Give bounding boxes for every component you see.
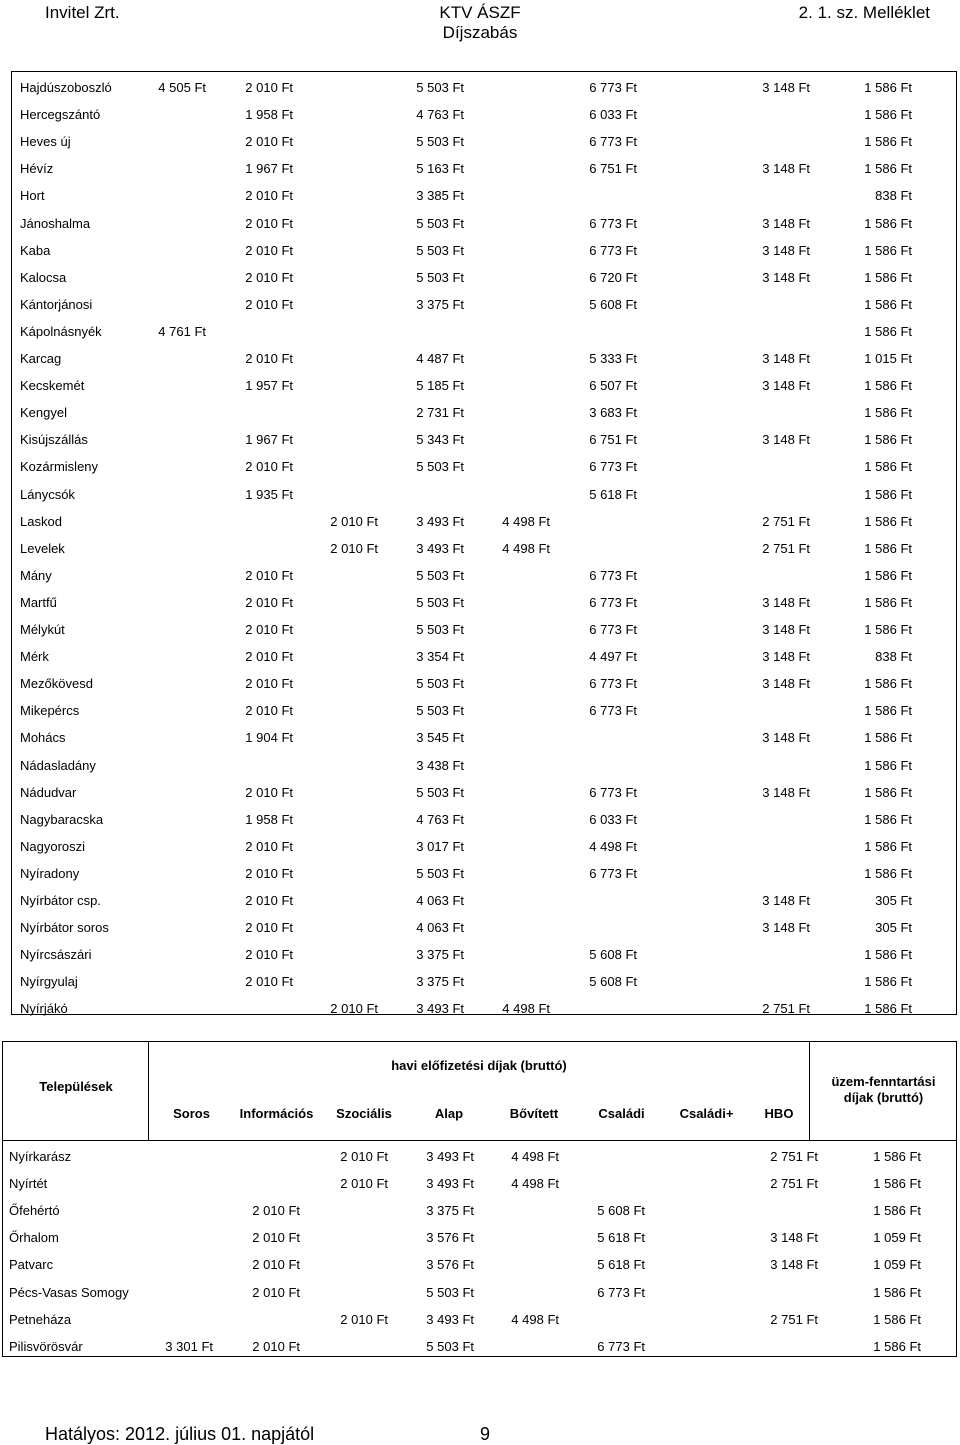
fee-cell: 6 773 Ft xyxy=(589,242,637,258)
fee-cell: 1 586 Ft xyxy=(864,405,912,421)
fee-cell: 2 751 Ft xyxy=(762,540,810,556)
fee-cell: 6 773 Ft xyxy=(589,676,637,692)
settlement-name: Hort xyxy=(20,188,45,204)
fee-cell: 3 375 Ft xyxy=(416,947,464,963)
table-row xyxy=(12,372,956,399)
fee-cell: 1 586 Ft xyxy=(864,622,912,637)
header-bottom-rule xyxy=(3,1140,956,1141)
fee-cell: 3 148 Ft xyxy=(762,161,810,177)
fee-cell: 5 608 Ft xyxy=(597,1203,645,1219)
fee-cell: 5 503 Ft xyxy=(416,215,464,231)
fee-cell: 1 586 Ft xyxy=(864,432,912,448)
fee-cell: 1 958 Ft xyxy=(245,107,293,123)
settlement-name: Kántorjánosi xyxy=(20,296,93,312)
fee-cell: 3 148 Ft xyxy=(762,730,810,746)
fee-cell: 5 503 Ft xyxy=(416,622,464,637)
table-row xyxy=(12,210,956,237)
column-header-maintenance-fees xyxy=(811,1074,956,1106)
settlement-name: Mélykút xyxy=(20,622,65,637)
fee-cell: 2 010 Ft xyxy=(245,296,293,312)
settlement-name: Hévíz xyxy=(20,161,54,177)
fee-cell: 5 163 Ft xyxy=(416,161,464,177)
fee-cell: 1 586 Ft xyxy=(864,107,912,123)
fee-cell: 5 185 Ft xyxy=(416,378,464,394)
fee-cell: 1 957 Ft xyxy=(245,378,293,394)
fee-cell: 5 503 Ft xyxy=(416,703,464,719)
fee-cell: 3 438 Ft xyxy=(416,757,464,773)
table-row xyxy=(3,1333,956,1360)
table-row xyxy=(12,670,956,697)
page-number: 9 xyxy=(480,1424,491,1444)
table-row xyxy=(12,860,956,887)
settlement-name: Nagyoroszi xyxy=(20,838,86,854)
fee-cell: 3 385 Ft xyxy=(416,188,464,204)
table-row xyxy=(3,1251,956,1278)
fee-cell: 1 586 Ft xyxy=(864,865,912,881)
settlement-name: Kaba xyxy=(20,242,51,258)
table-row xyxy=(12,101,956,128)
column-header-soros: Soros xyxy=(173,1106,210,1121)
annex-label: 2. 1. sz. Melléklet xyxy=(798,3,930,22)
settlement-name: Martfű xyxy=(20,594,57,610)
column-header-hbo: HBO xyxy=(764,1106,794,1121)
fee-cell: 1 935 Ft xyxy=(245,486,293,502)
settlement-name: Pécs-Vasas Somogy xyxy=(9,1284,129,1300)
fee-cell: 3 576 Ft xyxy=(426,1257,474,1273)
fee-cell: 305 Ft xyxy=(875,920,912,936)
settlement-name: Őfehértó xyxy=(9,1203,60,1219)
settlement-name: Mérk xyxy=(20,649,49,665)
fee-cell: 5 608 Ft xyxy=(589,296,637,312)
fee-cell: 1 904 Ft xyxy=(245,730,293,746)
fee-cell: 3 545 Ft xyxy=(416,730,464,746)
fee-cell: 1 586 Ft xyxy=(864,974,912,990)
fee-cell: 4 498 Ft xyxy=(502,513,550,529)
fee-cell: 2 010 Ft xyxy=(245,269,293,285)
table-row xyxy=(12,941,956,968)
fee-cell: 6 751 Ft xyxy=(589,161,637,177)
settlement-name: Heves új xyxy=(20,134,71,150)
fee-cell: 5 503 Ft xyxy=(416,459,464,475)
fee-cell: 2 010 Ft xyxy=(245,242,293,258)
table-row xyxy=(12,481,956,508)
fee-cell: 6 773 Ft xyxy=(589,594,637,610)
fee-cell: 1 059 Ft xyxy=(873,1230,921,1246)
settlement-name: Mikepércs xyxy=(20,703,80,719)
header-divider xyxy=(148,1042,149,1141)
fee-cell: 1 586 Ft xyxy=(864,757,912,773)
fee-cell: 6 773 Ft xyxy=(589,622,637,637)
settlement-name: Mezőkövesd xyxy=(20,676,93,692)
settlement-name: Kápolnásnyék xyxy=(20,323,102,339)
fee-cell: 2 010 Ft xyxy=(340,1176,388,1192)
fee-cell: 2 751 Ft xyxy=(762,1001,810,1017)
fee-cell: 4 763 Ft xyxy=(416,107,464,123)
fee-cell: 1 586 Ft xyxy=(864,215,912,231)
fee-cell: 4 763 Ft xyxy=(416,811,464,827)
table-row xyxy=(12,914,956,941)
fee-cell: 6 033 Ft xyxy=(589,811,637,827)
fee-cell: 1 586 Ft xyxy=(873,1338,921,1354)
fee-cell: 6 773 Ft xyxy=(589,567,637,583)
settlement-name: Nyírcsászári xyxy=(20,947,92,963)
maintenance-fees-line2: díjak (bruttó) xyxy=(843,1090,924,1105)
column-header-bovitett: Bővített xyxy=(509,1106,559,1121)
settlement-name: Nádasladány xyxy=(20,757,96,773)
column-header-informacios: Információs xyxy=(239,1106,314,1121)
fee-cell: 1 586 Ft xyxy=(864,703,912,719)
fee-cell: 3 354 Ft xyxy=(416,649,464,665)
fee-cell: 6 773 Ft xyxy=(589,784,637,800)
fee-cell: 5 343 Ft xyxy=(416,432,464,448)
fee-cell: 3 017 Ft xyxy=(416,838,464,854)
fee-cell: 2 010 Ft xyxy=(252,1338,300,1354)
fee-cell: 3 148 Ft xyxy=(762,351,810,366)
price-table-continued xyxy=(11,71,957,1015)
settlement-name: Petneháza xyxy=(9,1311,72,1327)
fee-cell: 3 493 Ft xyxy=(416,513,464,529)
fee-cell: 1 586 Ft xyxy=(864,134,912,150)
fee-cell: 1 586 Ft xyxy=(873,1203,921,1219)
fee-cell: 3 148 Ft xyxy=(762,378,810,394)
fee-cell: 6 773 Ft xyxy=(589,215,637,231)
table-row xyxy=(3,1306,956,1333)
fee-cell: 4 505 Ft xyxy=(158,80,206,95)
fee-cell: 2 010 Ft xyxy=(245,974,293,990)
fee-cell: 1 059 Ft xyxy=(873,1257,921,1273)
fee-cell: 2 010 Ft xyxy=(245,567,293,583)
fee-cell: 3 493 Ft xyxy=(416,540,464,556)
settlement-name: Lánycsók xyxy=(20,486,75,502)
fee-cell: 5 333 Ft xyxy=(589,351,637,366)
table-row xyxy=(12,264,956,291)
fee-cell: 1 586 Ft xyxy=(864,378,912,394)
fee-cell: 1 586 Ft xyxy=(864,323,912,339)
table-row xyxy=(12,453,956,480)
maintenance-fees-line1: üzem-fenntartási xyxy=(831,1074,936,1089)
table-row xyxy=(12,399,956,426)
settlement-name: Jánoshalma xyxy=(20,215,91,231)
settlement-name: Nyírbátor csp. xyxy=(20,893,101,908)
fee-cell: 6 773 Ft xyxy=(597,1338,645,1354)
fee-cell: 1 586 Ft xyxy=(873,1149,921,1164)
fee-cell: 2 751 Ft xyxy=(770,1149,818,1164)
fee-cell: 2 010 Ft xyxy=(245,784,293,800)
fee-cell: 4 761 Ft xyxy=(158,323,206,339)
fee-cell: 2 751 Ft xyxy=(770,1176,818,1192)
table-row xyxy=(3,1279,956,1306)
table-row xyxy=(12,508,956,535)
settlement-name: Nyírbátor soros xyxy=(20,920,109,936)
table-row xyxy=(12,318,956,345)
fee-cell: 3 148 Ft xyxy=(762,893,810,908)
settlement-name: Pilisvörösvár xyxy=(9,1338,83,1354)
fee-cell: 838 Ft xyxy=(875,649,912,665)
fee-cell: 1 586 Ft xyxy=(864,161,912,177)
fee-cell: 3 493 Ft xyxy=(416,1001,464,1017)
fee-cell: 1 958 Ft xyxy=(245,811,293,827)
settlement-name: Hajdúszoboszló xyxy=(20,80,112,95)
table-row xyxy=(12,724,956,751)
fee-cell: 3 576 Ft xyxy=(426,1230,474,1246)
fee-cell: 2 010 Ft xyxy=(245,893,293,908)
fee-cell: 6 773 Ft xyxy=(589,80,637,95)
fee-cell: 2 010 Ft xyxy=(245,215,293,231)
fee-cell: 5 618 Ft xyxy=(597,1230,645,1246)
table-row xyxy=(12,643,956,670)
settlement-name: Kengyel xyxy=(20,405,67,421)
table-row xyxy=(12,833,956,860)
settlement-name: Nyíradony xyxy=(20,865,80,881)
column-header-csaladi-plus: Családi+ xyxy=(679,1106,734,1121)
column-header-monthly-fees: havi előfizetési díjak (bruttó) xyxy=(391,1058,567,1073)
settlement-name: Mohács xyxy=(20,730,66,746)
fee-cell: 1 586 Ft xyxy=(864,296,912,312)
validity-note: Hatályos: 2012. július 01. napjától xyxy=(45,1424,315,1444)
table-row xyxy=(3,1224,956,1251)
fee-cell: 2 010 Ft xyxy=(245,134,293,150)
fee-cell: 3 301 Ft xyxy=(165,1338,213,1354)
fee-cell: 3 148 Ft xyxy=(762,80,810,95)
fee-cell: 4 498 Ft xyxy=(511,1311,559,1327)
table-row xyxy=(12,426,956,453)
fee-cell: 2 010 Ft xyxy=(340,1149,388,1164)
column-header-settlements: Települések xyxy=(39,1079,113,1094)
settlement-name: Karcag xyxy=(20,351,62,366)
fee-cell: 5 503 Ft xyxy=(426,1284,474,1300)
table-row xyxy=(12,535,956,562)
company-name: Invitel Zrt. xyxy=(45,3,120,22)
settlement-name: Kecskemét xyxy=(20,378,85,394)
fee-cell: 2 010 Ft xyxy=(245,947,293,963)
fee-cell: 1 586 Ft xyxy=(864,594,912,610)
table-row xyxy=(12,968,956,995)
table-row xyxy=(12,128,956,155)
fee-cell: 5 503 Ft xyxy=(416,865,464,881)
fee-cell: 1 586 Ft xyxy=(864,811,912,827)
column-header-szocialis: Szociális xyxy=(336,1106,392,1121)
table-row xyxy=(12,74,956,101)
fee-cell: 1 586 Ft xyxy=(864,784,912,800)
fee-cell: 2 010 Ft xyxy=(330,540,378,556)
fee-cell: 2 010 Ft xyxy=(252,1203,300,1219)
fee-cell: 5 618 Ft xyxy=(597,1257,645,1273)
fee-cell: 2 010 Ft xyxy=(340,1311,388,1327)
document-title-line2: Díjszabás xyxy=(442,23,518,42)
settlement-name: Kalocsa xyxy=(20,269,67,285)
fee-cell: 5 503 Ft xyxy=(416,134,464,150)
fee-cell: 3 493 Ft xyxy=(426,1311,474,1327)
fee-cell: 6 773 Ft xyxy=(589,134,637,150)
fee-cell: 3 148 Ft xyxy=(762,649,810,665)
fee-cell: 2 010 Ft xyxy=(252,1284,300,1300)
fee-cell: 3 148 Ft xyxy=(762,269,810,285)
price-table-with-header xyxy=(2,1041,957,1357)
fee-cell: 3 375 Ft xyxy=(416,296,464,312)
fee-cell: 1 586 Ft xyxy=(864,567,912,583)
table-row xyxy=(12,752,956,779)
settlement-name: Nagybaracska xyxy=(20,811,104,827)
fee-cell: 2 010 Ft xyxy=(252,1257,300,1273)
fee-cell: 3 375 Ft xyxy=(416,974,464,990)
fee-cell: 2 010 Ft xyxy=(245,838,293,854)
fee-cell: 4 498 Ft xyxy=(511,1176,559,1192)
fee-cell: 4 063 Ft xyxy=(416,920,464,936)
fee-cell: 3 148 Ft xyxy=(762,242,810,258)
fee-cell: 4 498 Ft xyxy=(502,1001,550,1017)
fee-cell: 2 731 Ft xyxy=(416,405,464,421)
fee-cell: 6 773 Ft xyxy=(589,703,637,719)
fee-cell: 1 967 Ft xyxy=(245,432,293,448)
column-header-csaladi: Családi xyxy=(598,1106,645,1121)
fee-cell: 5 608 Ft xyxy=(589,974,637,990)
settlement-name: Mány xyxy=(20,567,52,583)
table-row xyxy=(12,589,956,616)
fee-cell: 838 Ft xyxy=(875,188,912,204)
fee-cell: 6 773 Ft xyxy=(589,459,637,475)
fee-cell: 1 586 Ft xyxy=(864,486,912,502)
settlement-name: Nyírkarász xyxy=(9,1149,72,1164)
fee-cell: 4 497 Ft xyxy=(589,649,637,665)
fee-cell: 2 010 Ft xyxy=(330,513,378,529)
fee-cell: 3 148 Ft xyxy=(762,784,810,800)
fee-cell: 5 503 Ft xyxy=(416,676,464,692)
table-row xyxy=(12,237,956,264)
fee-cell: 2 010 Ft xyxy=(245,351,293,366)
fee-cell: 1 586 Ft xyxy=(873,1176,921,1192)
fee-cell: 2 010 Ft xyxy=(245,676,293,692)
fee-cell: 5 503 Ft xyxy=(416,269,464,285)
fee-cell: 3 493 Ft xyxy=(426,1149,474,1164)
table-row xyxy=(12,779,956,806)
fee-cell: 4 063 Ft xyxy=(416,893,464,908)
table-row xyxy=(12,291,956,318)
table-row xyxy=(3,1143,956,1170)
fee-cell: 3 493 Ft xyxy=(426,1176,474,1192)
fee-cell: 3 375 Ft xyxy=(426,1203,474,1219)
fee-cell: 3 148 Ft xyxy=(762,594,810,610)
fee-cell: 3 148 Ft xyxy=(770,1257,818,1273)
table-row xyxy=(3,1197,956,1224)
fee-cell: 5 618 Ft xyxy=(589,486,637,502)
fee-cell: 1 586 Ft xyxy=(864,269,912,285)
fee-cell: 1 586 Ft xyxy=(864,676,912,692)
table-row xyxy=(12,345,956,372)
fee-cell: 1 586 Ft xyxy=(864,1001,912,1017)
fee-cell: 2 010 Ft xyxy=(245,865,293,881)
settlement-name: Patvarc xyxy=(9,1257,54,1273)
fee-cell: 5 503 Ft xyxy=(416,242,464,258)
fee-cell: 3 148 Ft xyxy=(762,622,810,637)
fee-cell: 1 586 Ft xyxy=(864,540,912,556)
fee-cell: 1 586 Ft xyxy=(864,242,912,258)
fee-cell: 4 498 Ft xyxy=(502,540,550,556)
settlement-name: Nádudvar xyxy=(20,784,77,800)
fee-cell: 6 773 Ft xyxy=(597,1284,645,1300)
settlement-name: Nyírjákó xyxy=(20,1001,68,1017)
settlement-name: Levelek xyxy=(20,540,65,556)
table-row xyxy=(12,616,956,643)
settlement-name: Kozármisleny xyxy=(20,459,99,475)
fee-cell: 2 010 Ft xyxy=(245,459,293,475)
fee-cell: 5 503 Ft xyxy=(416,594,464,610)
fee-cell: 1 586 Ft xyxy=(873,1311,921,1327)
fee-cell: 2 751 Ft xyxy=(770,1311,818,1327)
fee-cell: 5 503 Ft xyxy=(416,80,464,95)
fee-cell: 3 148 Ft xyxy=(770,1230,818,1246)
column-header-alap: Alap xyxy=(434,1106,464,1121)
fee-cell: 5 503 Ft xyxy=(416,567,464,583)
settlement-name: Őrhalom xyxy=(9,1230,59,1246)
table-row xyxy=(12,697,956,724)
fee-cell: 5 608 Ft xyxy=(589,947,637,963)
fee-cell: 1 586 Ft xyxy=(864,459,912,475)
fee-cell: 4 498 Ft xyxy=(511,1149,559,1164)
table-row xyxy=(12,887,956,914)
fee-cell: 3 148 Ft xyxy=(762,215,810,231)
fee-cell: 6 720 Ft xyxy=(589,269,637,285)
fee-cell: 6 751 Ft xyxy=(589,432,637,448)
fee-cell: 1 967 Ft xyxy=(245,161,293,177)
settlement-name: Laskod xyxy=(20,513,62,529)
fee-cell: 2 010 Ft xyxy=(245,594,293,610)
document-title-line1: KTV ÁSZF xyxy=(439,3,521,22)
fee-cell: 1 015 Ft xyxy=(864,351,912,366)
table-row xyxy=(3,1170,956,1197)
fee-cell: 1 586 Ft xyxy=(864,80,912,95)
fee-cell: 2 010 Ft xyxy=(245,649,293,665)
fee-cell: 2 010 Ft xyxy=(245,188,293,204)
fee-cell: 2 010 Ft xyxy=(245,80,293,95)
fee-cell: 6 507 Ft xyxy=(589,378,637,394)
fee-cell: 1 586 Ft xyxy=(864,947,912,963)
fee-cell: 6 773 Ft xyxy=(589,865,637,881)
table-row xyxy=(12,995,956,1022)
fee-cell: 4 487 Ft xyxy=(416,351,464,366)
fee-cell: 3 683 Ft xyxy=(589,405,637,421)
fee-cell: 2 010 Ft xyxy=(330,1001,378,1017)
fee-cell: 2 010 Ft xyxy=(245,622,293,637)
settlement-name: Nyírgyulaj xyxy=(20,974,78,990)
fee-cell: 2 010 Ft xyxy=(245,703,293,719)
fee-cell: 5 503 Ft xyxy=(426,1338,474,1354)
fee-cell: 305 Ft xyxy=(875,893,912,908)
settlement-name: Kisújszállás xyxy=(20,432,88,448)
settlement-name: Hercegszántó xyxy=(20,107,101,123)
fee-cell: 2 010 Ft xyxy=(245,920,293,936)
table-row xyxy=(12,182,956,209)
fee-cell: 1 586 Ft xyxy=(864,838,912,854)
fee-cell: 3 148 Ft xyxy=(762,432,810,448)
header-divider xyxy=(809,1042,810,1141)
fee-cell: 2 010 Ft xyxy=(252,1230,300,1246)
fee-cell: 2 751 Ft xyxy=(762,513,810,529)
fee-cell: 3 148 Ft xyxy=(762,920,810,936)
fee-cell: 5 503 Ft xyxy=(416,784,464,800)
settlement-name: Nyírtét xyxy=(9,1176,48,1192)
fee-cell: 1 586 Ft xyxy=(864,730,912,746)
fee-cell: 4 498 Ft xyxy=(589,838,637,854)
fee-cell: 1 586 Ft xyxy=(864,513,912,529)
fee-cell: 6 033 Ft xyxy=(589,107,637,123)
table-row xyxy=(12,806,956,833)
table-row xyxy=(12,155,956,182)
table-row xyxy=(12,562,956,589)
fee-cell: 1 586 Ft xyxy=(873,1284,921,1300)
fee-cell: 3 148 Ft xyxy=(762,676,810,692)
